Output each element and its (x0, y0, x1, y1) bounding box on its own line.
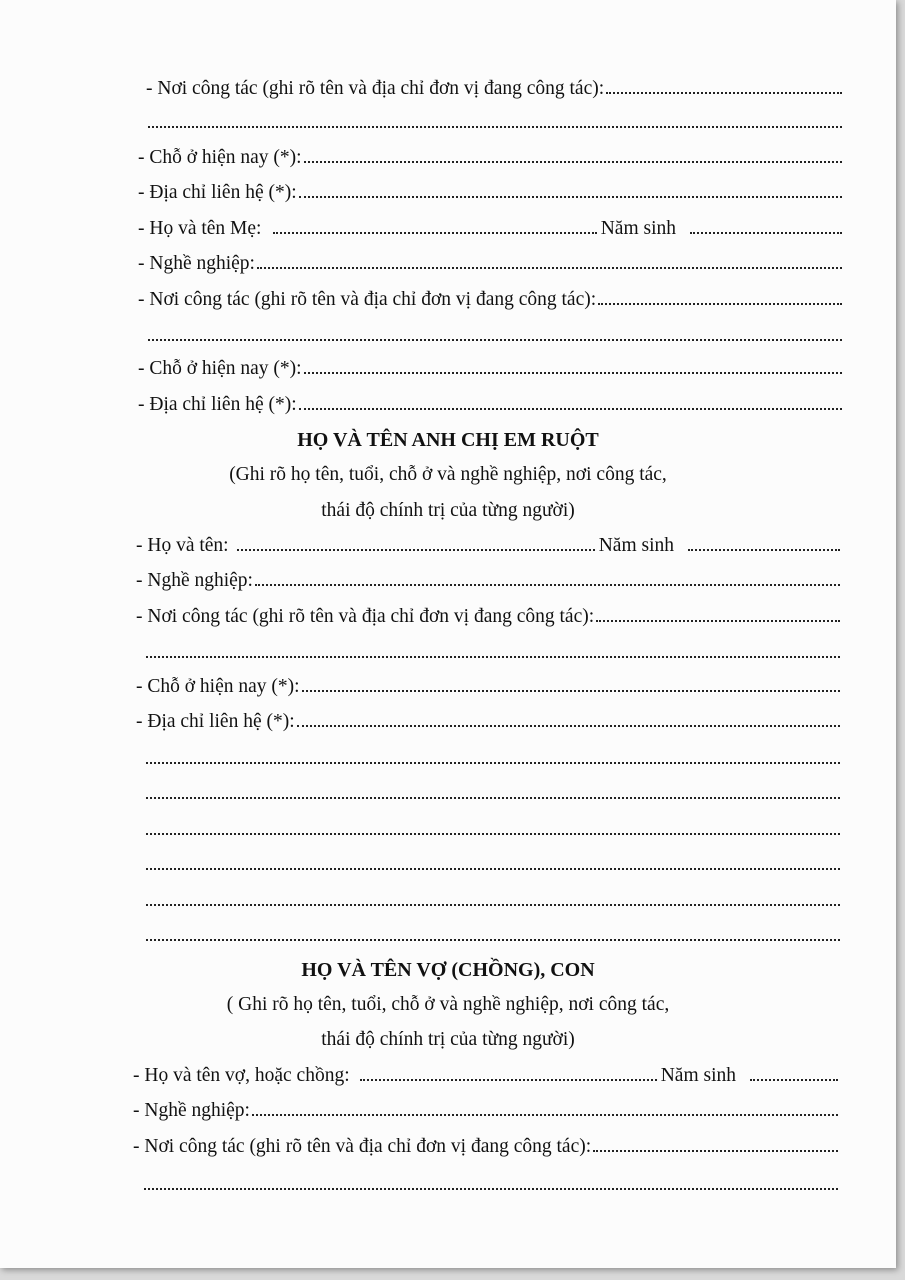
siblings-section-title: HỌ VÀ TÊN ANH CHỊ EM RUỘT (297, 429, 599, 451)
sibling-blank-line[interactable] (146, 868, 840, 870)
sibling-blank-line[interactable] (146, 797, 840, 799)
fill-dots (237, 535, 595, 551)
fill-dots (299, 182, 842, 198)
fill-dots (304, 147, 842, 163)
mother-workplace-field[interactable] (138, 288, 842, 312)
field-label: - Nơi công tác (ghi rõ tên và địa chỉ đơn vị đang công tác): (136, 606, 595, 627)
spouse-workplace-continuation-line[interactable] (144, 1188, 838, 1190)
field-label: - Họ và tên vợ, hoặc chồng: (133, 1065, 350, 1086)
mother-residence-field[interactable] (138, 357, 842, 381)
fill-dots (273, 218, 596, 234)
field-label: - Địa chỉ liên hệ (*): (138, 182, 297, 203)
fill-dots (593, 1136, 838, 1152)
spouse-occupation-field[interactable] (133, 1099, 838, 1123)
birth-year-label: Năm sinh (598, 535, 674, 556)
siblings-section-note-line1: (Ghi rõ họ tên, tuổi, chỗ ở và nghề nghiệp, nơi công tác, (229, 464, 667, 485)
fill-dots (297, 711, 840, 727)
field-label: - Địa chỉ liên hệ (*): (136, 711, 295, 732)
fill-dots (255, 570, 840, 586)
sibling-blank-line[interactable] (146, 833, 840, 835)
father-workplace-continuation-line[interactable] (148, 126, 842, 128)
sibling-blank-line[interactable] (146, 904, 840, 906)
fill-dots (596, 606, 840, 622)
field-label: - Nghề nghiệp: (138, 253, 255, 274)
siblings-section-note-line2: thái độ chính trị của từng người) (321, 500, 575, 521)
field-label: - Chỗ ở hiện nay (*): (138, 358, 302, 379)
sibling-workplace-continuation-line[interactable] (146, 656, 840, 658)
sibling-blank-line[interactable] (146, 939, 840, 941)
sibling-workplace-field[interactable] (136, 605, 840, 629)
sibling-residence-field[interactable] (136, 675, 840, 699)
birth-year-label: Năm sinh (660, 1065, 736, 1086)
mother-contact-address-field[interactable] (138, 393, 842, 417)
birth-year-dots (688, 535, 840, 551)
field-label: - Nơi công tác (ghi rõ tên và địa chỉ đơn vị đang công tác): (146, 78, 605, 99)
sibling-contact-address-field[interactable] (136, 710, 840, 734)
fill-dots (257, 253, 842, 269)
fill-dots (360, 1065, 657, 1081)
fill-dots (606, 78, 842, 94)
field-label: - Nghề nghiệp: (133, 1100, 250, 1121)
field-label: - Họ và tên Mẹ: (138, 218, 262, 239)
father-contact-address-field[interactable] (138, 181, 842, 205)
mother-occupation-field[interactable] (138, 252, 842, 276)
fill-dots (299, 394, 842, 410)
spouse-section-title: HỌ VÀ TÊN VỢ (CHỒNG), CON (301, 959, 595, 981)
field-label: - Nơi công tác (ghi rõ tên và địa chỉ đơn vị đang công tác): (138, 289, 597, 310)
fill-dots (302, 676, 840, 692)
spouse-workplace-field[interactable] (133, 1135, 838, 1159)
fill-dots (252, 1100, 838, 1116)
birth-year-dots (750, 1065, 838, 1081)
birth-year-dots (690, 218, 842, 234)
spouse-name-field[interactable] (133, 1064, 838, 1088)
sibling-occupation-field[interactable] (136, 569, 840, 593)
field-label: - Chỗ ở hiện nay (*): (138, 147, 302, 168)
field-label: - Chỗ ở hiện nay (*): (136, 676, 300, 697)
father-workplace-field[interactable] (146, 77, 842, 101)
field-label: - Địa chỉ liên hệ (*): (138, 394, 297, 415)
mother-workplace-continuation-line[interactable] (148, 339, 842, 341)
spouse-section-note-line2: thái độ chính trị của từng người) (321, 1029, 575, 1050)
mother-name-field[interactable] (138, 217, 842, 241)
birth-year-label: Năm sinh (600, 218, 676, 239)
father-residence-field[interactable] (138, 146, 842, 170)
fill-dots (598, 289, 842, 305)
sibling-name-field[interactable] (136, 534, 840, 558)
field-label: - Nghề nghiệp: (136, 570, 253, 591)
field-label: - Nơi công tác (ghi rõ tên và địa chỉ đơn vị đang công tác): (133, 1136, 592, 1157)
spouse-section-note-line1: ( Ghi rõ họ tên, tuổi, chỗ ở và nghề nghiệp, nơi công tác, (226, 994, 670, 1015)
sibling-blank-line[interactable] (146, 762, 840, 764)
field-label: - Họ và tên: (136, 535, 229, 556)
fill-dots (304, 358, 842, 374)
